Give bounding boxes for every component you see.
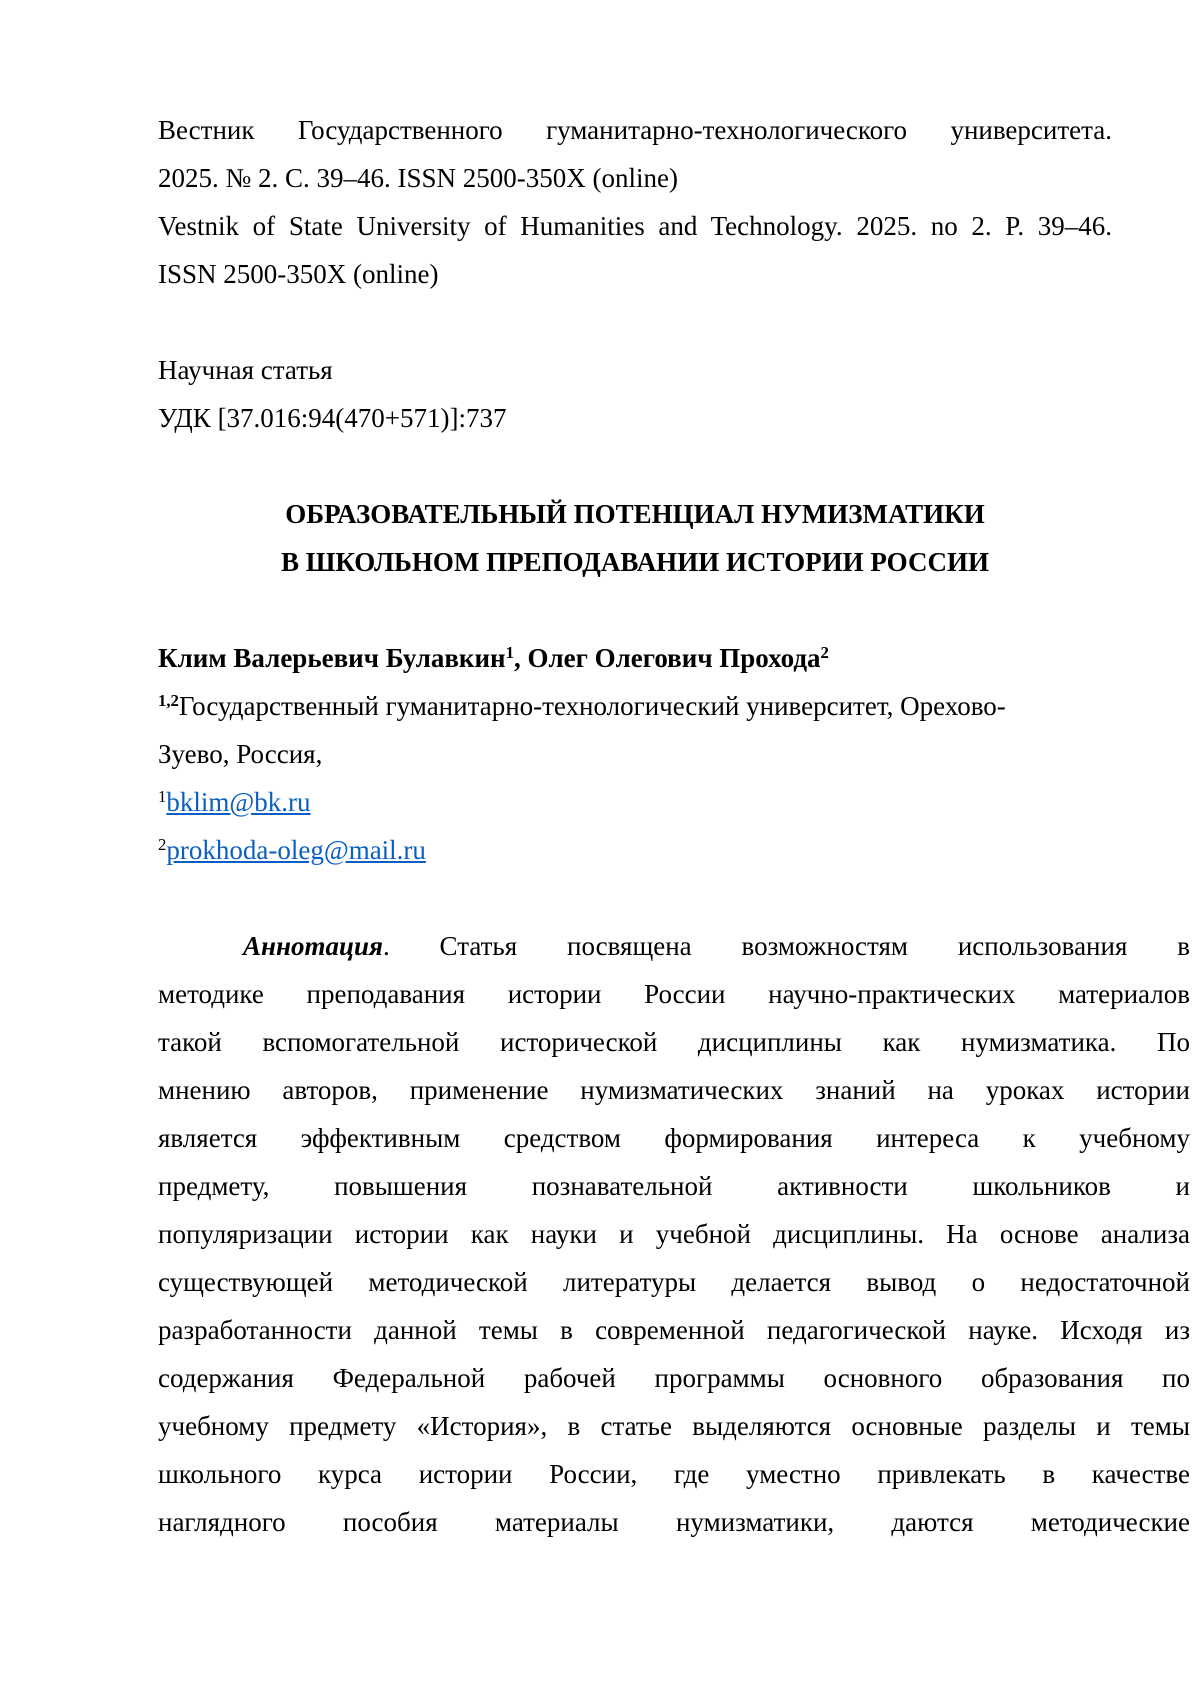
article-title-line-1: ОБРАЗОВАТЕЛЬНЫЙ ПОТЕНЦИАЛ НУМИЗМАТИКИ: [285, 499, 985, 529]
affiliation-line-1: [158, 682, 1112, 730]
affiliation-text: Государственный гуманитарно-технологический университет, Орехово-: [178, 691, 1006, 721]
journal-header-line: ISSN 2500-350X (online): [158, 259, 439, 289]
journal-header-line: 2025. № 2. С. 39–46. ISSN 2500-350X (online): [158, 163, 679, 193]
journal-header-line: Vestnik of State University of Humanities and Technology. 2025. no 2. P. 39–46.: [158, 211, 1112, 241]
abstract-label-suffix: .: [382, 931, 390, 961]
authors-line: [158, 634, 1112, 682]
spacer: [158, 586, 1190, 634]
article-title: [158, 490, 1112, 586]
abstract-line: популяризации истории как науки и учебной дисциплины. На основе анализа: [158, 1219, 1190, 1249]
email-2-superscript: 2: [158, 834, 167, 854]
article-title-line-2: В ШКОЛЬНОМ ПРЕПОДАВАНИИ ИСТОРИИ РОССИИ: [280, 547, 990, 577]
affiliation-text: Зуево, Россия,: [158, 739, 323, 769]
article-type-label: Научная статья: [158, 355, 333, 385]
authors-separator: ,: [513, 643, 528, 673]
abstract-line: наглядного пособия материалы нумизматики, даются методические: [158, 1507, 1190, 1537]
email-line-2: [158, 826, 1112, 874]
abstract-line: мнению авторов, применение нумизматических знаний на уроках истории: [158, 1075, 1190, 1105]
abstract-block: [158, 922, 1190, 1546]
article-meta: [158, 346, 1112, 442]
abstract-line: школьного курса истории России, где уместно привлекать в качестве: [158, 1459, 1190, 1489]
email-line-1: [158, 778, 1112, 826]
abstract-line: методике преподавания истории России научно-практических материалов: [158, 979, 1190, 1009]
affiliation-line-2: [158, 730, 1112, 778]
author-1-superscript: 1: [505, 642, 514, 662]
abstract-text: Статья посвящена возможностям использования в: [389, 931, 1190, 961]
abstract-line: является эффективным средством формирования интереса к учебному: [158, 1123, 1190, 1153]
authors-block: [158, 634, 1112, 874]
spacer: [158, 298, 1190, 346]
author-2-name: Олег Олегович Прохода: [527, 643, 821, 673]
affiliation-superscript: 1,2: [158, 690, 179, 710]
abstract-first-line: [158, 922, 1190, 970]
journal-header-line: Вестник Государственного гуманитарно-технологического университета.: [158, 115, 1112, 145]
abstract-line: содержания Федеральной рабочей программы основного образования по: [158, 1363, 1190, 1393]
abstract-line: такой вспомогательной исторической дисциплины как нумизматика. По: [158, 1027, 1190, 1057]
abstract-line: существующей методической литературы делается вывод о недостаточной: [158, 1267, 1190, 1297]
abstract-label: Аннотация: [243, 931, 383, 961]
email-link-1[interactable]: bklim@bk.ru: [166, 787, 311, 817]
abstract-line: предмету, повышения познавательной активности школьников и: [158, 1171, 1190, 1201]
abstract-line: учебному предмету «История», в статье выделяются основные разделы и темы: [158, 1411, 1190, 1441]
email-1-superscript: 1: [158, 786, 167, 806]
author-1-name: Клим Валерьевич Булавкин: [158, 643, 506, 673]
journal-header: [158, 106, 1112, 298]
author-2-superscript: 2: [820, 642, 829, 662]
udc-code: УДК [37.016:94(470+571)]:737: [158, 403, 507, 433]
spacer: [158, 874, 1190, 922]
spacer: [158, 442, 1190, 490]
email-link-2[interactable]: prokhoda-oleg@mail.ru: [166, 835, 426, 865]
abstract-line: разработанности данной темы в современной педагогической науке. Исходя из: [158, 1315, 1190, 1345]
